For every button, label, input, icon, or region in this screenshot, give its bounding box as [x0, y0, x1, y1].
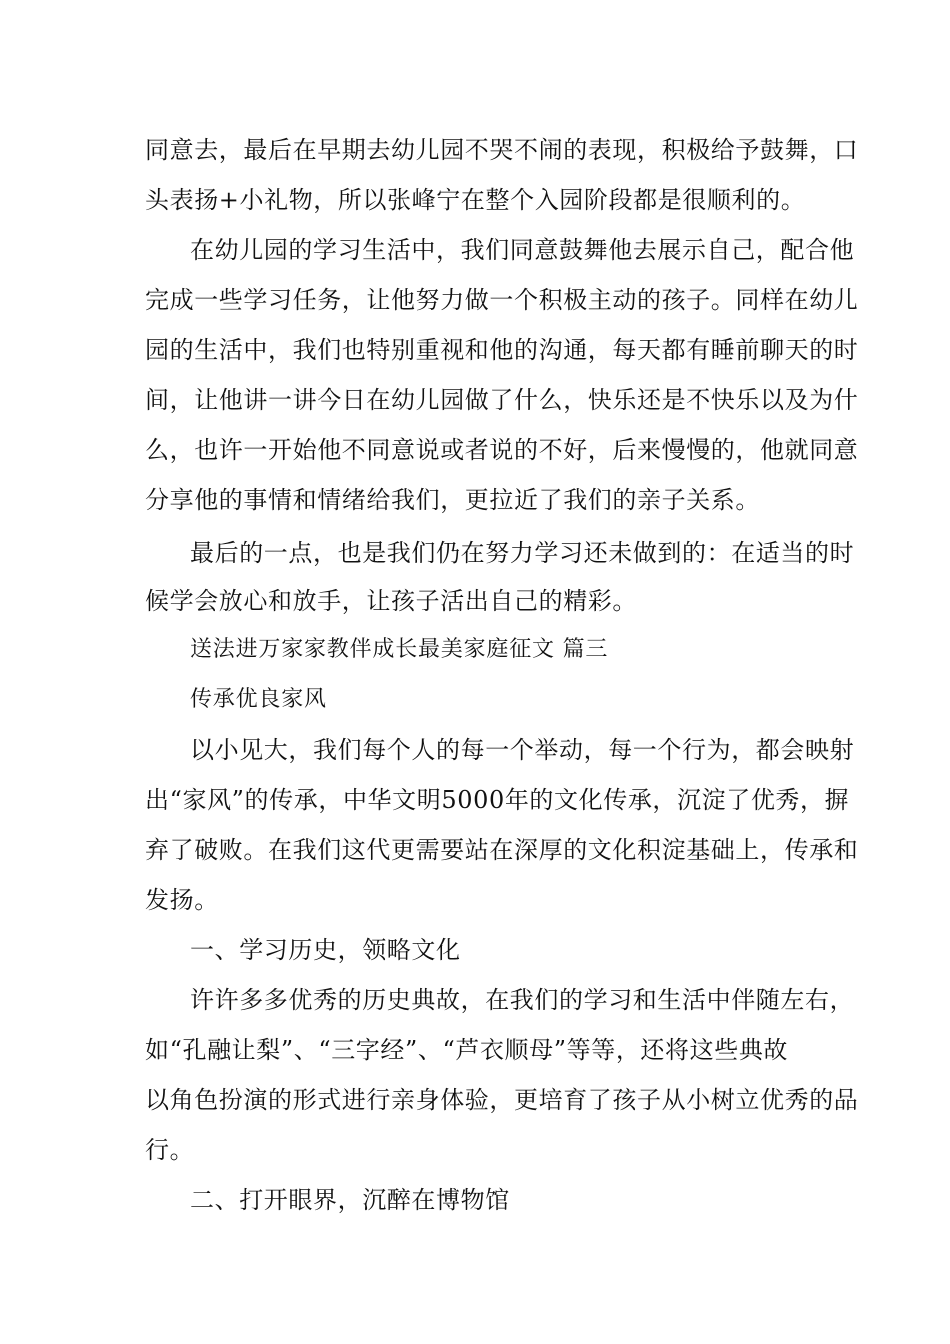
paragraph-line: 园的生活中，我们也特别重视和他的沟通，每天都有睡前聊天的时: [145, 336, 859, 364]
paragraph-line: 头表扬+小礼物，所以张峰宁在整个入园阶段都是很顺利的。: [145, 186, 806, 214]
paragraph-line: 分享他的事情和情绪给我们，更拉近了我们的亲子关系。: [145, 486, 760, 514]
section-subtitle: 传承优良家风: [190, 687, 327, 712]
paragraph-line: 候学会放心和放手，让孩子活出自己的精彩。: [145, 587, 637, 615]
paragraph-line: 许许多多优秀的历史典故，在我们的学习和生活中伴随左右，: [190, 986, 855, 1014]
paragraph-line: 间，让他讲一讲今日在幼儿园做了什么，快乐还是不快乐以及为什: [145, 386, 859, 414]
paragraph-line: 行。: [145, 1136, 195, 1164]
paragraph-line: 最后的一点，也是我们仍在努力学习还未做到的：在适当的时: [190, 539, 855, 567]
paragraph-line: 发扬。: [145, 886, 219, 914]
paragraph-line: 完成一些学习任务，让他努力做一个积极主动的孩子。同样在幼儿: [145, 286, 859, 314]
paragraph-line: 以角色扮演的形式进行亲身体验，更培育了孩子从小树立优秀的品: [145, 1086, 859, 1114]
section-heading: 送法进万家家教伴成长最美家庭征文 篇三: [190, 637, 609, 662]
paragraph-line: 么，也许一开始他不同意说或者说的不好，后来慢慢的，他就同意: [145, 436, 859, 464]
subsection-heading: 二、打开眼界，沉醉在博物馆: [190, 1186, 510, 1214]
subsection-heading: 一、学习历史，领略文化: [190, 936, 461, 964]
paragraph-line: 出“家风”的传承，中华文明5000年的文化传承，沉淀了优秀，摒: [145, 786, 850, 814]
paragraph-line: 以小见大，我们每个人的每一个举动，每一个行为，都会映射: [190, 736, 855, 764]
paragraph-line: 弃了破败。在我们这代更需要站在深厚的文化积淀基础上，传承和: [145, 836, 859, 864]
paragraph-line: 如“孔融让梨”、“三字经”、“芦衣顺母”等等，还将这些典故: [145, 1036, 789, 1064]
paragraph-line: 在幼儿园的学习生活中，我们同意鼓舞他去展示自己，配合他: [190, 236, 855, 264]
paragraph-line: 同意去，最后在早期去幼儿园不哭不闹的表现，积极给予鼓舞，口: [145, 136, 859, 164]
